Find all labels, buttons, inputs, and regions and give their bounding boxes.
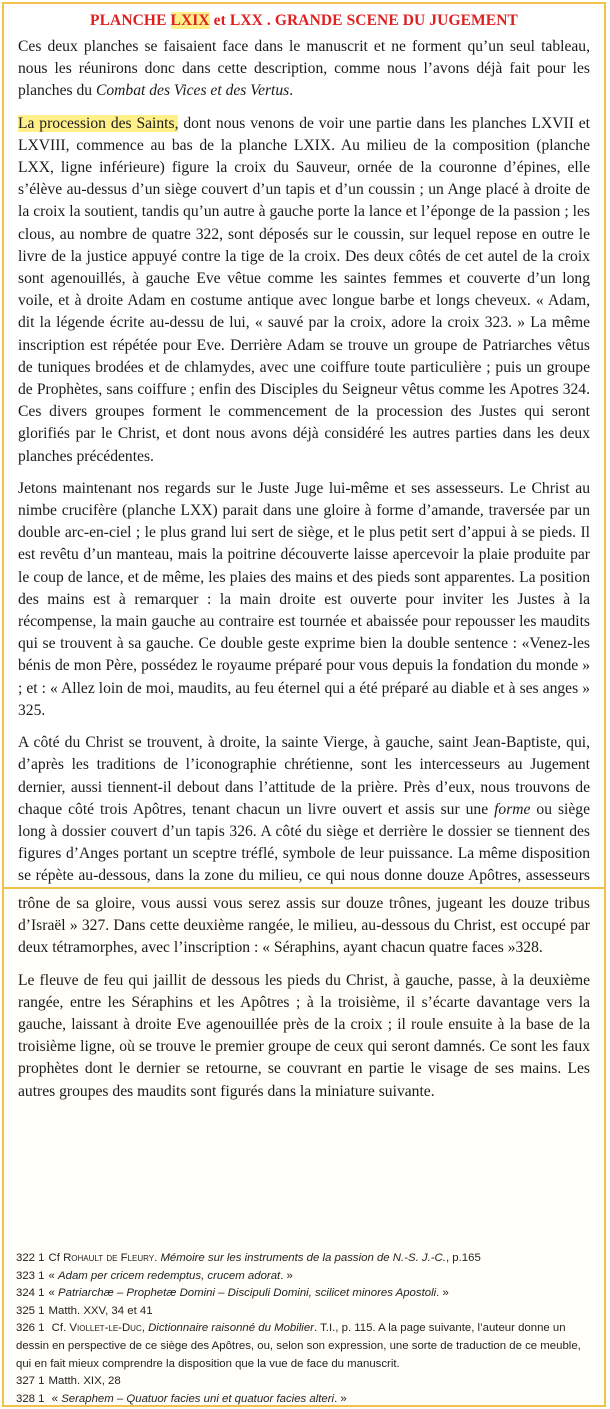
paragraph-intro-end: . — [289, 82, 294, 100]
footnote-text: « — [48, 1269, 59, 1282]
footnote-number: 328 1 — [16, 1392, 45, 1405]
paragraph-fire-river-text: Le fleuve de feu qui jaillit de dessous les pieds du Christ, à gauche, passe, à la deuxième rangée, entre les Séraphins et les Apôtres ; à la troisième, il s’écarte davantage vers la gauche, laissant à droite Eve agenouillée près de la croix ; il roule ensuite à la base de la troisième ligne, où se trouve le premier groupe de ceux qui seront damnés. Ce sont les faux prophètes dont le dernier se retourne, se couvrant en partie le visage de ses mains. Les autres groupes des maudits sont figurés dans la miniature suivante. — [18, 971, 590, 1100]
footnote-text: . — [154, 1252, 161, 1264]
footnote-text: « — [48, 1287, 59, 1300]
footnote-text: « — [48, 1392, 62, 1405]
title-suffix: et LXX . GRANDE SCENE DU JUGEMENT — [209, 12, 518, 29]
footnote — [16, 1391, 594, 1407]
footnote — [16, 1373, 594, 1391]
footnote-text: . » — [280, 1269, 293, 1282]
footnote-number: 324 1 — [16, 1287, 45, 1300]
footnote-text: . T.I., p. 115. A la page suivante, l’auteur donne un dessin en perspective de ce siège des Apôtres, ou, selon son expression, une sorte de traduction de ce meuble, qui en fait mieux comprendre la disposition que la vue de face du manuscrit. — [16, 1322, 581, 1370]
footnote-text: , — [141, 1322, 149, 1335]
footnote-number: 325 1 — [16, 1304, 45, 1317]
paragraph-assessors — [18, 732, 590, 890]
footnote — [16, 1268, 594, 1286]
footnote — [16, 1320, 594, 1373]
footnote-author: Viollet-le-Duc — [69, 1322, 142, 1335]
upper-text-panel — [2, 2, 606, 890]
paragraph-intro — [18, 36, 590, 103]
footnote-title: Patriarchæ – Prophetæ Domini – Discipuli Domini, scilicet minores Apostoli — [58, 1287, 437, 1300]
paragraph-thrones — [18, 893, 590, 960]
footnote-text: Matth. XIX, 28 — [48, 1375, 121, 1388]
footnote-title: Adam per cricem redemptus, crucem adorat — [58, 1269, 281, 1282]
paragraph-intro-text: Ces deux planches se faisaient face dans le manuscrit et ne forment qu’un seul tableau, nous les réunirons donc dans cette description, comme nous l’avons déjà fait pour les planches du — [18, 38, 590, 100]
footnote-text: , p.165 — [445, 1252, 481, 1264]
paragraph-assessors-italic: forme — [494, 800, 531, 818]
footnote — [16, 1285, 594, 1303]
page-title — [4, 12, 604, 30]
paragraph-assessors-text: A côté du Christ se trouvent, à droite, la sainte Vierge, à gauche, saint Jean-Baptiste, qui, d’après les traditions de l’iconographie chrétienne, sont les intercesseurs au Jugement dernier, aussi tiennent-il debout dans l’attitude de la prière. Près d’eux, nous trouvons de chaque côté trois Apôtres, tenant chacun un livre ouvert et assis sur une — [18, 734, 590, 818]
title-prefix: PLANCHE — [90, 12, 171, 29]
paragraph-procession — [18, 113, 590, 468]
footnote-text: Cf — [48, 1252, 64, 1264]
title-highlight: LXIX — [170, 12, 210, 29]
lower-text-panel — [2, 887, 606, 1407]
paragraph-thrones-text: trône de sa gloire, vous aussi vous serez assis sur douze trônes, jugeant les douze tribus d’Israël » 327. Dans cette deuxième rangée, le milieu, au-dessous du Christ, est occupé par deux tétramorphes, avec l’inscription : « Séraphins, ayant chacun quatre faces »328. — [18, 895, 590, 957]
footnote-number: 323 1 — [16, 1269, 45, 1282]
paragraph-intro-italic: Combat des Vices et des Vertus — [95, 82, 290, 100]
footnote-text: . » — [436, 1287, 449, 1300]
paragraph-assessors-end: ou siège long à dossier couvert d’un tapis 326. A côté du siège et derrière le dossier se tiennent des figures d’Anges portant un sceptre tréflé, symbole de leur puissance. La même disposition se répète au-dessous, dans la zone du milieu, ce qui nous donne douze Apôtres, assesseurs — [18, 800, 590, 885]
footnote — [16, 1250, 594, 1268]
footnote — [16, 1303, 594, 1321]
footnote-title: Dictionnaire raisonné du Mobilier — [148, 1322, 314, 1335]
footnote-number: 326 1 — [16, 1322, 45, 1335]
footnotes — [16, 1250, 594, 1407]
highlighted-phrase: La procession des Saints, — [18, 114, 179, 132]
paragraph-procession-text: dont nous venons de voir une partie dans les planches LXVII et LXVIII, commence au bas de la planche LXIX. Au milieu de la composition (planche LXX, ligne inférieure) figure la croix du Sauveur, ornée de la couronne d’épines, elle s’élève au-dessus d’un siège couvert d’un tapis et d’un coussin ; un Ange placé à droite de la croix la soutient, tandis qu’un autre à gauche porte la lance et l’éponge de la passion ; les clous, au nombre de quatre 322, sont déposés sur le coussin, sur lequel repose en outre le livre de la justice appuyé contre la tige de la croix. Des deux côtés de cet autel de la croix sont agenouillés, à gauche Eve vêtue comme les saintes femmes et couverte d’un long voile, et à droite Adam en costume antique avec longue barbe et longs cheveux. « Adam, dit la légende écrite au-dessu de lui, « sauvé par la croix, adore la croix 323. » La même inscription est répétée pour Eve. Derrière Adam se trouve un groupe de Patriarches vêtus de tuniques brodées et de chlamydes, avec une coiffure toute particulière ; puis un groupe de Prophètes, sans coiffure ; enfin des Disciples du Seigneur vêtus comme les Apotres 324. Ces divers groupes forment le commencement de la procession des Justes qui seront glorifiés par le Christ, et dont nous avons déjà considéré les autres parties dans les deux planches précédentes. — [18, 114, 590, 465]
footnote-title: Seraphem – Quatuor facies uni et quatuor facies alteri — [61, 1392, 335, 1405]
footnote-text: Cf. — [48, 1322, 70, 1335]
paragraph-judge-text: Jetons maintenant nos regards sur le Juste Juge lui-même et ses assesseurs. Le Christ au nimbe crucifère (planche LXX) parait dans une gloire à forme d’amande, traversée par un double arc-en-ciel ; le plus grand lui sert de siège, et le plus petit sert d’appui à se pieds. Il est revêtu d’un manteau, mais la poitrine découverte laisse apercevoir la plaie produite par le coup de lance, et de même, les plaies des mains et des pieds sont apparentes. La position des mains est à remarquer : la main droite est ouverte pour inviter les Justes à la récompense, la main gauche au contraire est tournée et abaissée pour repousser les maudits qui se trouvent à sa gauche. Ce double geste exprime bien la double sentence : «Venez-les bénis de mon Père, possédez le royaume préparé pour vous depuis la fondation du monde » ; et : « Allez loin de moi, maudits, au feu éternel qui a été préparé au diable et à ses anges » 325. — [18, 479, 590, 719]
footnote-title: Mémoire sur les instruments de la passion de N.-S. J.-C. — [160, 1252, 446, 1264]
footnote-text: Matth. XXV, 34 et 41 — [48, 1304, 153, 1317]
paragraph-judge — [18, 478, 590, 722]
footnote-text: . » — [334, 1392, 347, 1405]
paragraph-fire-river — [18, 970, 590, 1103]
footnote-number: 327 1 — [16, 1375, 45, 1388]
footnote-number: 322 1 — [16, 1252, 45, 1264]
footnote-author: Rohault de Fleury — [63, 1252, 155, 1264]
